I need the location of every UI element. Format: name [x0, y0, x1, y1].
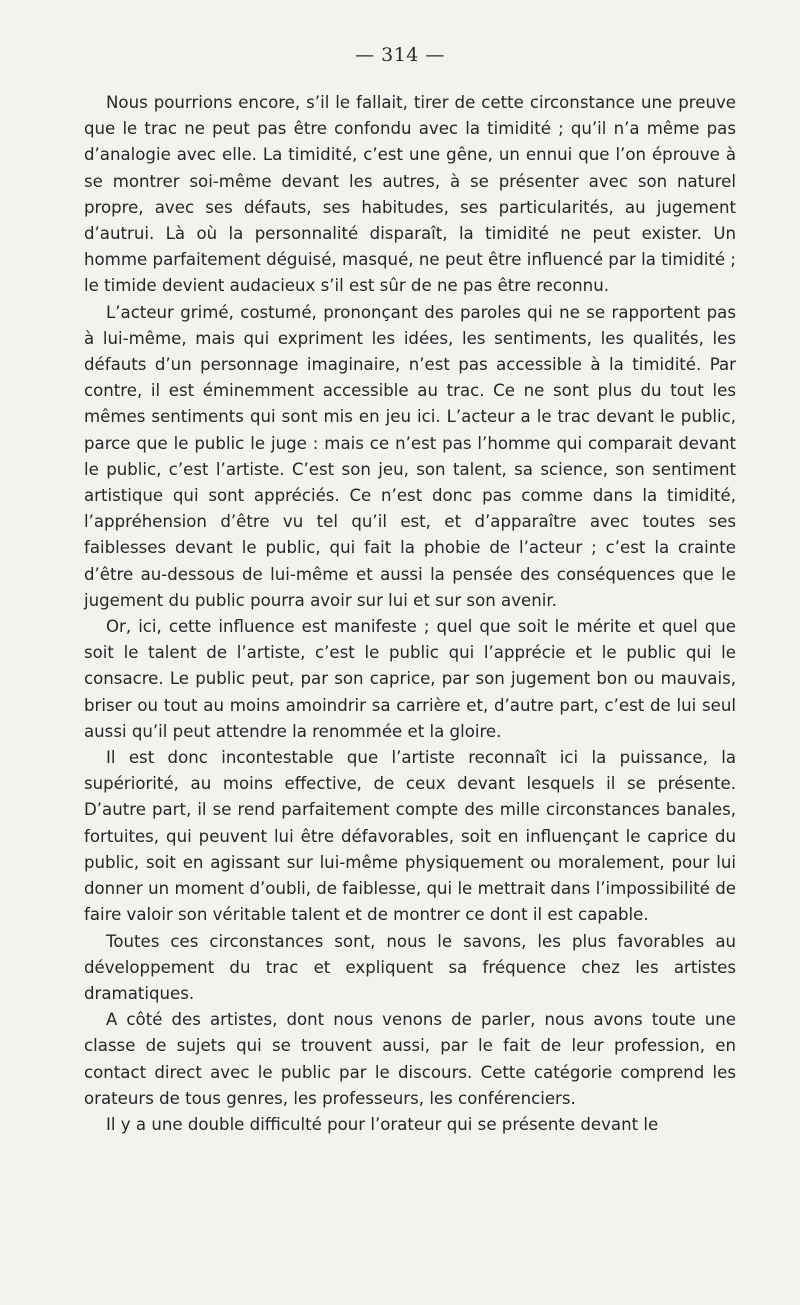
page-number: — 314 —	[355, 44, 445, 66]
paragraph-4: Il est donc incontestable que l’artiste reconnaît ici la puissance, la supériorité, au moins effective, de ceux devant lesquels il se présente. D’autre part, il se rend parfaitement compte des mille circonstances banales, fortuites, qui peuvent lui être défavorables, soit en influençant le caprice du public, soit en agissant sur lui-même physiquement ou moralement, pour lui donner un moment d’oubli, de faiblesse, qui le mettrait dans l’impossibilité de faire valoir son véritable talent et de montrer ce dont il est capable.	[84, 748, 736, 925]
paragraph-3: Or, ici, cette influence est manifeste ; quel que soit le mérite et quel que soit le talent de l’artiste, c’est le public qui l’apprécie et le public qui le consacre. Le public peut, par son caprice, par son jugement bon ou mauvais, briser ou tout au moins amoindrir sa carrière et, d’autre part, c’est de lui seul aussi qu’il peut attendre la renommée et la gloire.	[84, 617, 736, 741]
paragraph-2: L’acteur grimé, costumé, prononçant des paroles qui ne se rapportent pas à lui-même, mais qui expriment les idées, les sentiments, les qualités, les défauts d’un personnage imaginaire, n’est pas accessible à la timidité. Par contre, il est éminemment accessible au trac. Ce ne sont plus du tout les mêmes sentiments qui sont mis en jeu ici. L’acteur a le trac devant le public, parce que le public le juge : mais ce n’est pas l’homme qui comparait devant le public, c’est l’artiste. C’est son jeu, son talent, sa science, son sentiment artistique qui sont appréciés. Ce n’est donc pas comme dans la timidité, l’appréhension d’être vu tel qu’il est, et d’apparaître avec toutes ses faiblesses devant le public, qui fait la phobie de l’acteur ; c’est la crainte d’être au-dessous de lui-même et aussi la pensée des conséquences que le jugement du public pourra avoir sur lui et sur son avenir.	[84, 302, 736, 610]
paragraph-1: Nous pourrions encore, s’il le fallait, tirer de cette circonstance une preuve que le trac ne peut pas être confondu avec la timidité ; qu’il n’a même pas d’analogie avec elle. La timidité, c’est une gêne, un ennui que l’on éprouve à se montrer soi-même devant les autres, à se présenter avec son naturel propre, avec ses défauts, ses habitudes, ses particularités, au jugement d’autrui. Là où la personnalité disparaît, la timidité ne peut exister. Un homme parfaitement déguisé, masqué, ne peut être influencé par la timidité ; le timide devient audacieux s’il est sûr de ne pas être reconnu.	[84, 93, 736, 296]
paragraph-7: Il y a une double difficulté pour l’orateur qui se présente devant le	[106, 1114, 659, 1134]
paragraph-6: A côté des artistes, dont nous venons de parler, nous avons toute une classe de sujets qui se trouvent aussi, par le fait de leur profession, en contact direct avec le public par le discours. Cette catégorie comprend les orateurs de tous genres, les professeurs, les conférenciers.	[84, 1010, 736, 1108]
paragraph-5: Toutes ces circonstances sont, nous le savons, les plus favorables au développement du trac et expliquent sa fréquence chez les artistes dramatiques.	[84, 931, 736, 1003]
body-text	[84, 90, 736, 1138]
